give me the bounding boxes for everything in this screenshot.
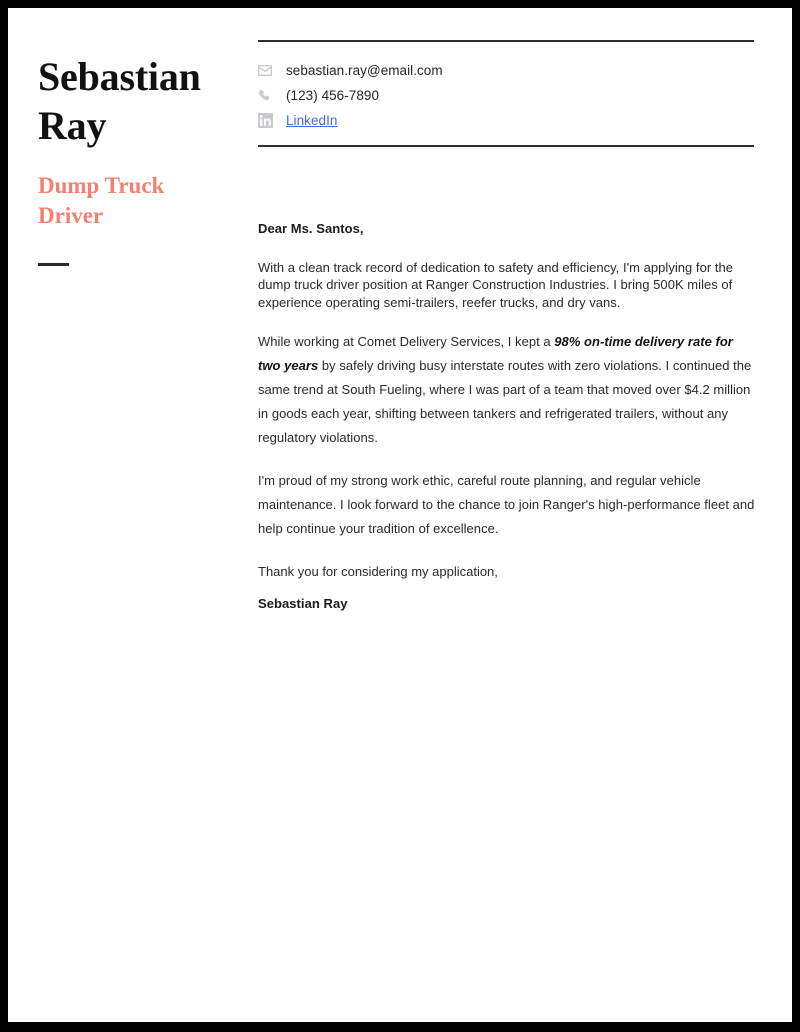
contact-linkedin-link[interactable]: LinkedIn: [286, 113, 338, 128]
contact-list: [258, 42, 756, 145]
letter-paragraph-3: I'm proud of my strong work ethic, careful route planning, and regular vehicle maintenance. I look forward to the chance to join Ranger's high-performance fleet and help continue your tradition of excellence.: [258, 473, 755, 537]
salutation: Dear Ms. Santos,: [258, 221, 364, 236]
letter-signature: Sebastian Ray: [258, 596, 348, 612]
contact-email-text: sebastian.ray@email.com: [286, 63, 443, 78]
contact-phone-text: (123) 456-7890: [286, 88, 380, 103]
letter-paragraph-1: With a clean track record of dedication to safety and efficiency, I'm applying for the dump truck driver position at Ranger Construction Industries. I bring 500K miles of experience operating semi-trailers, reefer trucks, and dry vans.: [258, 260, 733, 310]
paragraph-2-tail: by safely driving busy interstate routes with zero violations. I continued the same trend at South Fueling, where I was part of a team that moved over $4.2 million in goods each year, shifting between tankers and refrigerated trailers, without any regulatory violations.: [258, 358, 752, 446]
linkedin-icon: [258, 113, 282, 128]
letter-body: [258, 220, 758, 614]
cover-letter-page: [8, 8, 792, 1022]
envelope-icon: [258, 65, 282, 76]
contact-item-email[interactable]: [258, 58, 756, 83]
applicant-last-name: Ray: [38, 103, 107, 148]
accent-divider: [38, 263, 69, 266]
contact-item-phone[interactable]: [258, 83, 756, 108]
phone-icon: [258, 89, 282, 102]
letter-paragraph-2: [258, 330, 758, 450]
contact-item-linkedin[interactable]: [258, 108, 756, 133]
page-title: [38, 52, 238, 150]
header-divider-bottom: [258, 145, 754, 147]
paragraph-2-highlight: 98% on-time delivery rate for two years: [258, 334, 733, 374]
job-title: Dump Truck Driver: [38, 173, 165, 228]
identity-column: [38, 52, 238, 266]
paragraph-2-lead: While working at Comet Delivery Services, I kept a: [258, 334, 555, 350]
contact-header: [258, 40, 756, 147]
applicant-first-name: Sebastian: [38, 54, 201, 99]
letter-closing: Thank you for considering my application,: [258, 564, 498, 580]
